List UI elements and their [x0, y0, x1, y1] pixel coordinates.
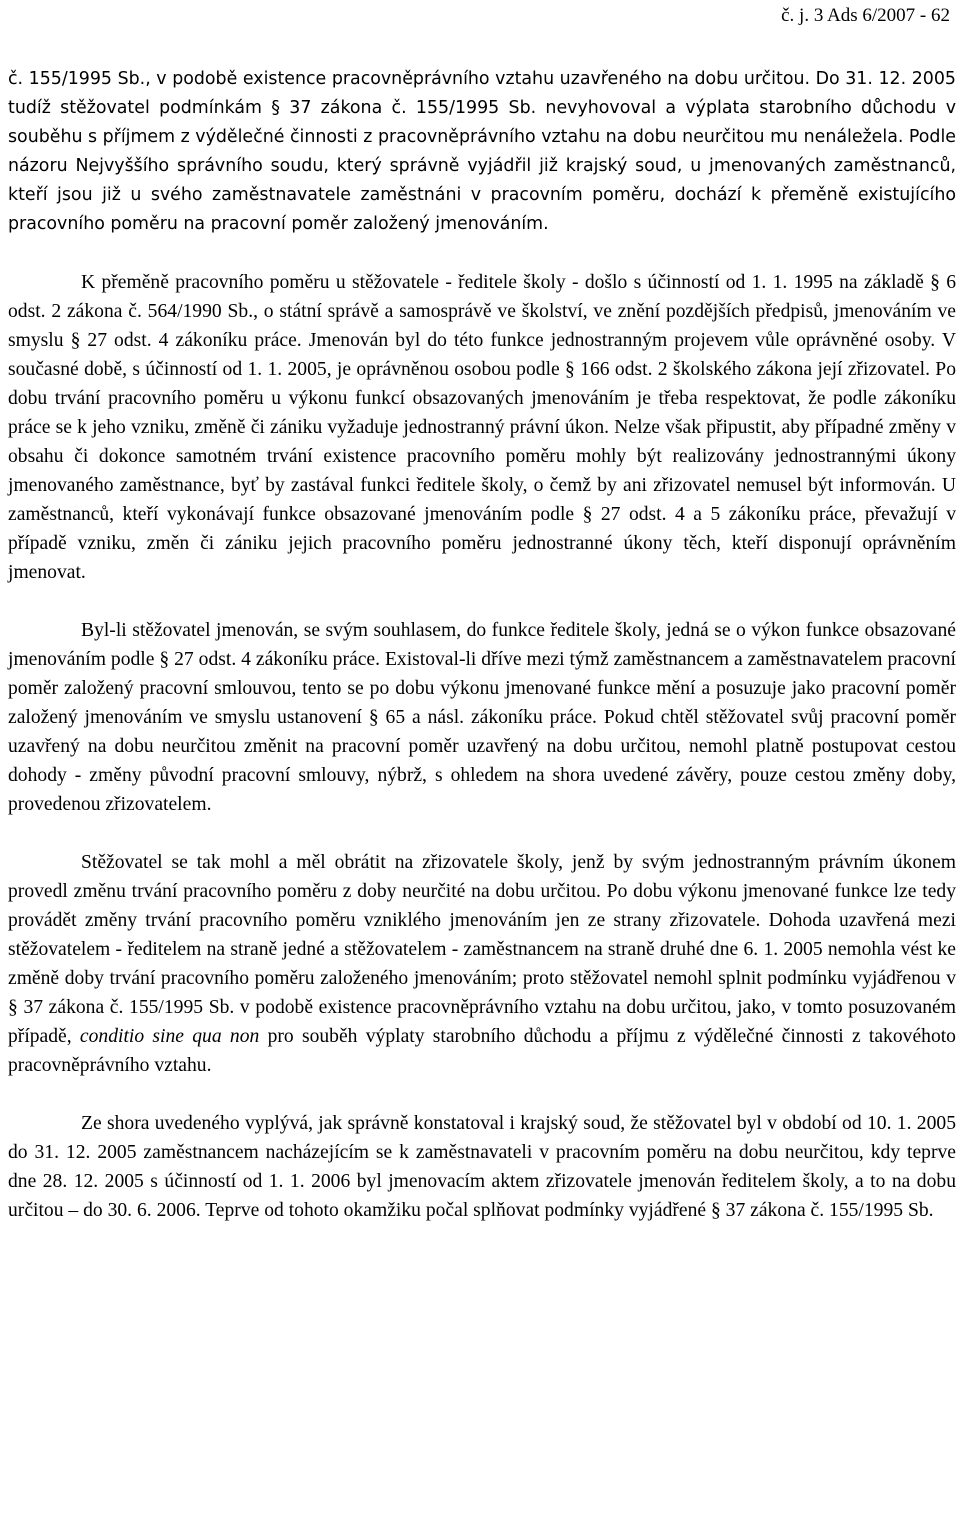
case-reference: č. j. 3 Ads 6/2007 - 62 [781, 5, 950, 26]
paragraph-founder-action [8, 848, 956, 1080]
paragraph-conversion-of-employment: K přeměně pracovního poměru u stěžovatele - ředitele školy - došlo s účinností od 1. 1. 1995 na základě § 6 odst. 2 zákona č. 564/1990 Sb., o státní správě a samosprávě ve školství, ve znění pozdějších předpisů, jmenováním ve smyslu § 27 odst. 4 zákoníku práce. Jmenován byl do této funkce jednostranným projevem vůle oprávněné osoby. V současné době, s účinností od 1. 1. 2005, je oprávněnou osobou podle § 166 odst. 2 školského zákona její zřizovatel. Po dobu trvání pracovního poměru u výkonu funkcí obsazovaných jmenováním je třeba respektovat, že podle zákoníku práce se k jeho vzniku, změně či zániku vyžaduje jednostranný právní úkon. Nelze však připustit, aby případné změny v obsahu či dokonce samotném trvání existence pracovního poměru mohly být realizovány jednostrannými úkony jmenovaného zaměstnance, byť by zastával funkci ředitele školy, o čemž by ani zřizovatel nemusel být informován. U zaměstnanců, kteří vykonávají funkce obsazované jmenováním podle § 27 odst. 4 a 5 zákoníku práce, převažují v případě vzniku, změn či zániku jejich pracovního poměru jednostranné úkony těch, kteří disponují oprávněním jmenovat. [8, 272, 956, 583]
paragraph-text-after: pro souběh výplaty starobního důchodu a příjmu z výdělečné činnosti z takovéhoto pracovněprávního vztahu. [8, 1026, 956, 1076]
latin-phrase: conditio sine qua non [79, 1026, 260, 1047]
paragraph-appointment-as-director: Byl-li stěžovatel jmenován, se svým souhlasem, do funkce ředitele školy, jedná se o výkon funkce obsazované jmenováním podle § 27 odst. 4 zákoníku práce. Existoval-li dříve mezi týmž zaměstnancem a zaměstnavatelem pracovní poměr založený pracovní smlouvou, tento se po dobu výkonu jmenované funkce mění a posuzuje jako pracovní poměr založený jmenováním ve smyslu ustanovení § 65 a násl. zákoníku práce. Pokud chtěl stěžovatel svůj pracovní poměr uzavřený na dobu neurčitou změnit na pracovní poměr uzavřený na dobu určitou, nemohl platně postupovat cestou dohody - změny původní pracovní smlouvy, nýbrž, s ohledem na shora uvedené závěry, pouze cestou změny doby, provedenou zřizovatelem. [8, 620, 956, 815]
document-body [8, 65, 956, 1225]
paragraph-text-before: Stěžovatel se tak mohl a měl obrátit na zřizovatele školy, jenž by svým jednostranným právním úkonem provedl změnu trvání pracovního poměru z doby neurčité na dobu určitou. Po dobu výkonu jmenované funkce lze tedy provádět změny trvání pracovního poměru vzniklého jmenováním jen ze strany zřizovatele. Dohoda uzavřená mezi stěžovatelem - ředitelem na straně jedné a stěžovatelem - zaměstnancem na straně druhé dne 6. 1. 2005 nemohla vést ke změně doby trvání pracovního poměru založeného jmenováním; proto stěžovatel nemohl splnit podmínku vyjádřenou v § 37 zákona č. 155/1995 Sb. v podobě existence pracovněprávního vztahu na dobu určitou, jako, v tomto posuzovaném případě, [8, 852, 956, 1047]
paragraph-continuation: č. 155/1995 Sb., v podobě existence pracovněprávního vztahu uzavřeného na dobu určitou. Do 31. 12. 2005 tudíž stěžovatel podmínkám § 37 zákona č. 155/1995 Sb. nevyhovoval a výplata starobního důchodu v souběhu s příjmem z výdělečné činnosti z pracovněprávního vztahu na dobu neurčitou mu nenáležela. Podle názoru Nejvyššího správního soudu, který správně vyjádřil již krajský soud, u jmenovaných zaměstnanců, kteří jsou již u svého zaměstnavatele zaměstnáni v pracovním poměru, dochází k přeměně existujícího pracovního poměru na pracovní poměr založený jmenováním. [8, 69, 956, 234]
paragraph-conclusion: Ze shora uvedeného vyplývá, jak správně konstatoval i krajský soud, že stěžovatel byl v období od 10. 1. 2005 do 31. 12. 2005 zaměstnancem nacházejícím se k zaměstnavateli v pracovním poměru na dobu neurčitou, kdy teprve dne 28. 12. 2005 s účinností od 1. 1. 2006 byl jmenovacím aktem zřizovatele jmenován ředitelem školy, a to na dobu určitou – do 30. 6. 2006. Teprve od tohoto okamžiku počal splňovat podmínky vyjádřené § 37 zákona č. 155/1995 Sb. [8, 1113, 956, 1221]
